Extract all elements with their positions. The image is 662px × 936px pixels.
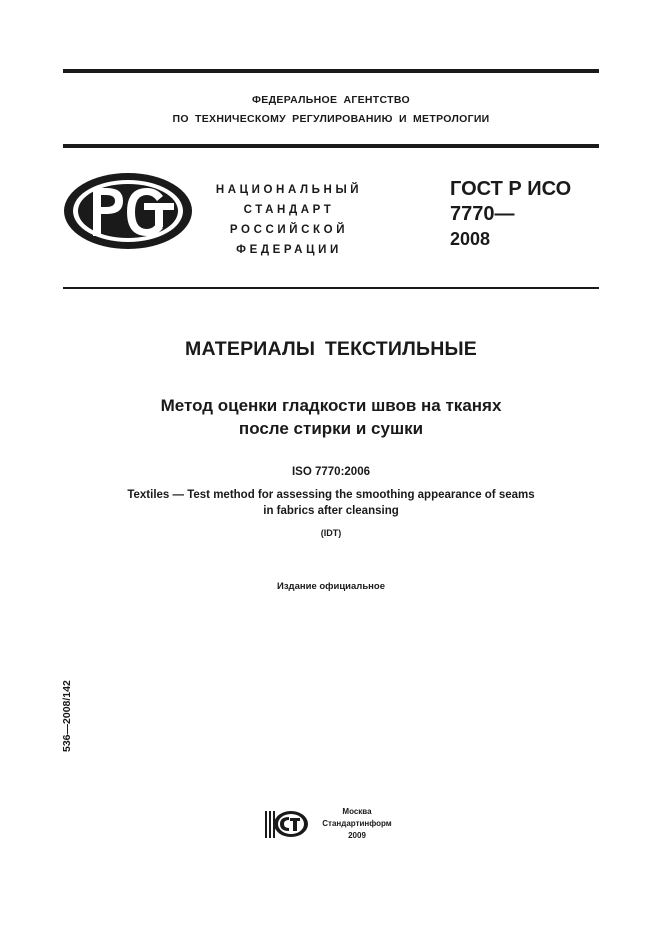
publisher-info — [312, 806, 402, 842]
side-code: 536—2008/142 — [61, 680, 73, 752]
national-standard-label — [204, 180, 374, 260]
edition-label: Издание официальное — [277, 581, 385, 592]
english-title-line-1: Textiles — Test method for assessing the smoothing appearance of seams — [127, 489, 535, 501]
national-standard-line-4: ФЕДЕРАЦИИ — [236, 244, 342, 256]
publisher-city: Москва — [342, 807, 372, 816]
subtitle-line-2: после стирки и сушки — [238, 419, 424, 438]
iso-reference: ISO 7770:2006 — [291, 466, 370, 478]
national-standard-line-1: НАЦИОНАЛЬНЫЙ — [215, 184, 363, 196]
document-title: МАТЕРИАЛЫ ТЕКСТИЛЬНЫЕ — [185, 338, 477, 360]
header-rule — [63, 144, 599, 148]
english-title — [63, 487, 599, 519]
agency-line-1: ФЕДЕРАЛЬНОЕ АГЕНТСТВО — [252, 94, 410, 106]
national-standard-line-2: СТАНДАРТ — [243, 204, 335, 216]
document-subtitle — [63, 394, 599, 440]
designation-rule — [63, 287, 599, 289]
designation-line-1: ГОСТ Р ИСО — [450, 178, 572, 200]
idt-label: (IDT) — [320, 528, 342, 538]
rst-logo-icon — [63, 172, 193, 250]
designation-year: 2008 — [450, 229, 491, 249]
standard-designation — [450, 177, 571, 252]
standartinform-logo-icon — [265, 806, 309, 838]
agency-line-2: ПО ТЕХНИЧЕСКОМУ РЕГУЛИРОВАНИЮ И МЕТРОЛОГИИ — [172, 113, 490, 125]
english-title-line-2: in fabrics after cleansing — [263, 505, 399, 517]
publisher-year: 2009 — [348, 831, 366, 840]
top-rule — [63, 69, 599, 73]
national-standard-line-3: РОССИЙСКОЙ — [229, 224, 349, 236]
publisher-name: Стандартинформ — [322, 819, 392, 828]
designation-line-2: 7770— — [450, 203, 515, 225]
subtitle-line-1: Метод оценки гладкости швов на тканях — [160, 396, 502, 415]
